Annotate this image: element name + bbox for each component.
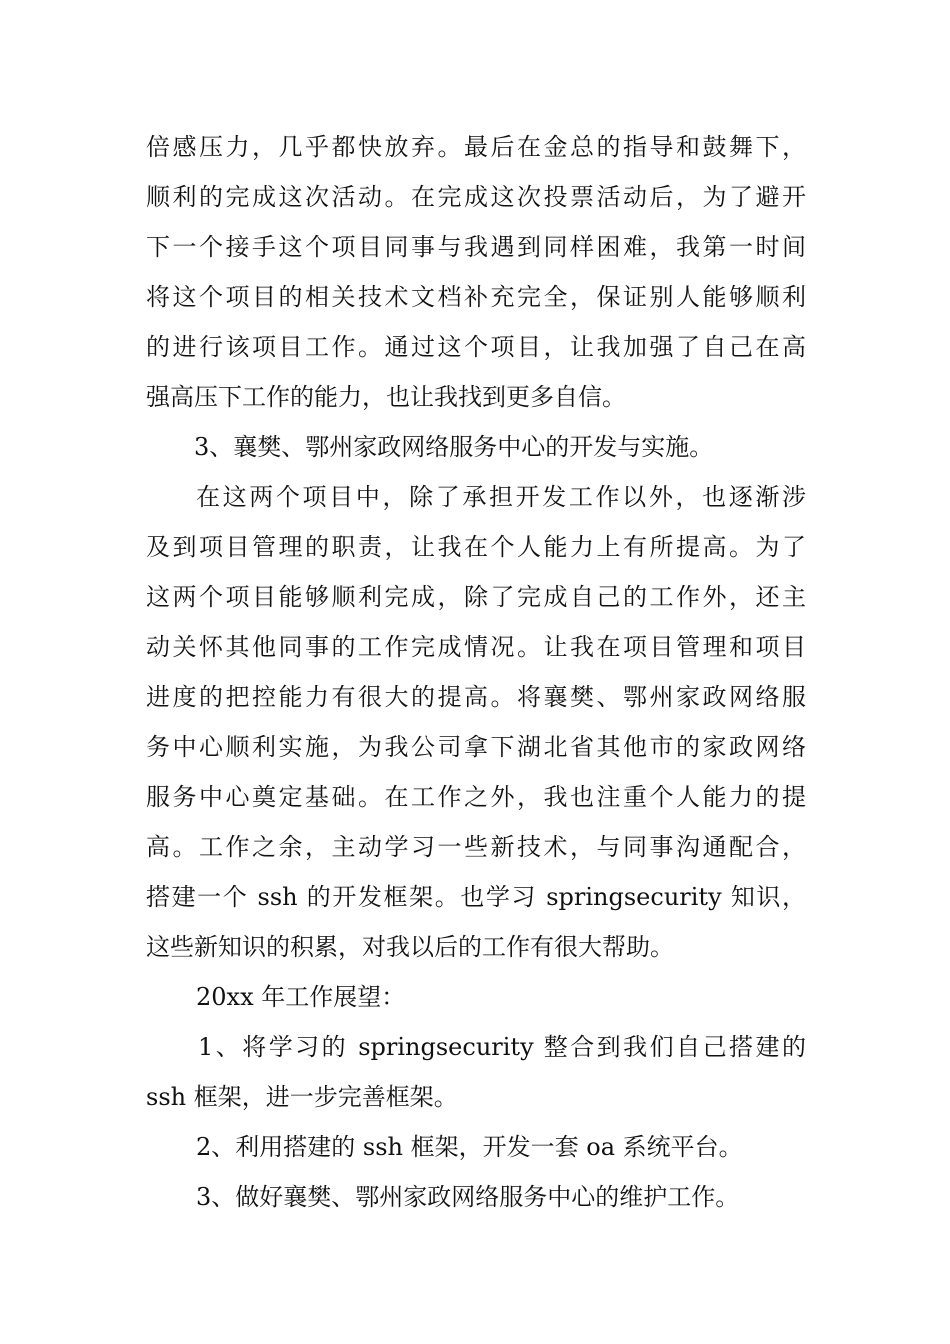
paragraph-3-line-2: 及到项目管理的职责，让我在个人能力上有所提高。为了: [146, 533, 806, 561]
paragraph-1-line-6: 强高压下工作的能力，也让我找到更多自信。: [146, 383, 626, 411]
paragraph-1-line-5: 的进行该项目工作。通过这个项目，让我加强了自己在高: [146, 333, 806, 361]
paragraph-1-line-1: 倍感压力，几乎都快放弃。最后在金总的指导和鼓舞下，: [146, 133, 806, 161]
paragraph-1-line-3: 下一个接手这个项目同事与我遇到同样困难，我第一时间: [146, 233, 806, 261]
paragraph-3-line-4: 动关怀其他同事的工作完成情况。让我在项目管理和项目: [146, 633, 806, 661]
section-heading-3: 3、襄樊、鄂州家政网络服务中心的开发与实施。: [194, 433, 714, 461]
paragraph-3-line-7: 服务中心奠定基础。在工作之外，我也注重个人能力的提: [146, 783, 806, 811]
paragraph-3-line-3: 这两个项目能够顺利完成，除了完成自己的工作外，还主: [146, 583, 806, 611]
paragraph-3-line-6: 务中心顺利实施，为我公司拿下湖北省其他市的家政网络: [146, 733, 806, 761]
outlook-item-1-line-1: 1、将学习的 springsecurity 整合到我们自己搭建的: [198, 1033, 806, 1061]
paragraph-3-line-9: 搭建一个 ssh 的开发框架。也学习 springsecurity 知识，: [146, 883, 806, 911]
outlook-item-1-line-2: ssh 框架，进一步完善框架。: [146, 1083, 458, 1111]
paragraph-1-line-2: 顺利的完成这次活动。在完成这次投票活动后，为了避开: [146, 183, 806, 211]
outlook-item-2: 2、利用搭建的 ssh 框架，开发一套 oa 系统平台。: [196, 1133, 743, 1161]
paragraph-3-line-5: 进度的把控能力有很大的提高。将襄樊、鄂州家政网络服: [146, 683, 806, 711]
paragraph-3-line-10: 这些新知识的积累，对我以后的工作有很大帮助。: [146, 933, 674, 961]
outlook-heading: 20xx 年工作展望：: [196, 983, 406, 1011]
outlook-item-3: 3、做好襄樊、鄂州家政网络服务中心的维护工作。: [196, 1183, 740, 1211]
paragraph-3-line-1: 在这两个项目中，除了承担开发工作以外，也逐渐涉: [196, 483, 806, 511]
paragraph-1-line-4: 将这个项目的相关技术文档补充完全，保证别人能够顺利: [146, 283, 806, 311]
paragraph-3-line-8: 高。工作之余，主动学习一些新技术，与同事沟通配合，: [146, 833, 806, 861]
